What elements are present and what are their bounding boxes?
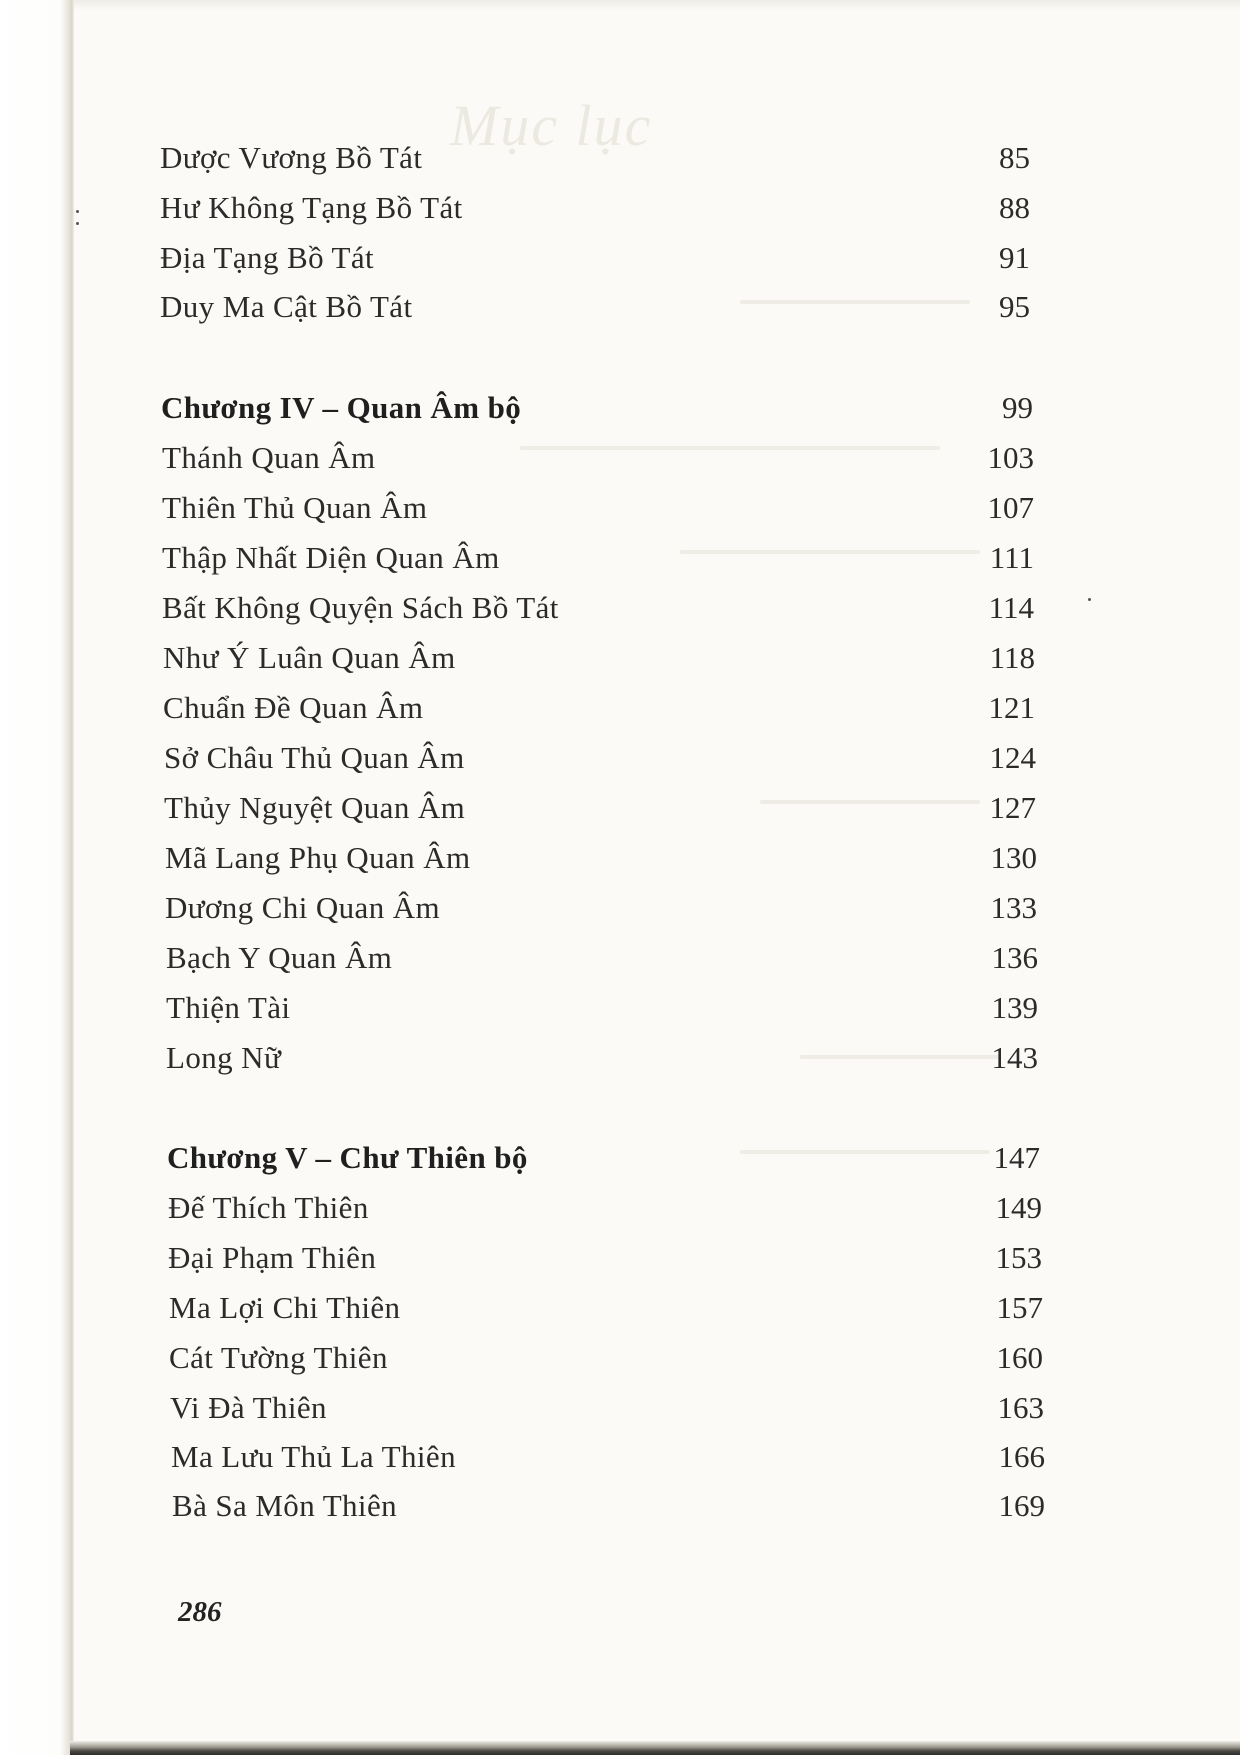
chapter-title: Chương IV – Quan Âm bộ	[161, 390, 522, 425]
toc-entry-page: 121	[988, 690, 1035, 725]
toc-entry-page: 91	[999, 240, 1030, 275]
toc-entry	[160, 186, 1030, 230]
toc-entry-title: Cát Tường Thiên	[169, 1340, 388, 1375]
toc-entry-page: 95	[999, 289, 1030, 324]
toc-entry	[160, 236, 1030, 280]
toc-entry-title: Long Nữ	[166, 1040, 282, 1075]
toc-entry	[166, 1036, 1036, 1080]
toc-entry	[160, 136, 1030, 180]
toc-entry-title: Bà Sa Môn Thiên	[172, 1488, 397, 1523]
toc-entry	[168, 1186, 1042, 1230]
chapter-page: 147	[993, 1140, 1040, 1175]
page-number: 286	[178, 1596, 222, 1628]
toc-entry-title: Mã Lang Phụ Quan Âm	[165, 840, 471, 875]
toc-entry	[170, 1386, 1044, 1430]
toc-entry	[163, 686, 1033, 730]
toc-entry	[163, 636, 1033, 680]
toc-entry-page: 88	[999, 190, 1030, 225]
chapter-page: 99	[1002, 390, 1033, 425]
toc-entry	[162, 486, 1032, 530]
toc-entry	[169, 1336, 1043, 1380]
toc-entry-title: Vi Đà Thiên	[170, 1390, 327, 1425]
toc-entry-title: Thiên Thủ Quan Âm	[162, 490, 428, 525]
toc-entry-title: Đại Phạm Thiên	[168, 1240, 377, 1275]
toc-entry-title: Thập Nhất Diện Quan Âm	[162, 540, 500, 575]
toc-entry-title: Bạch Y Quan Âm	[166, 940, 393, 975]
toc-entry	[162, 536, 1032, 580]
toc-entry-page: 124	[989, 740, 1036, 775]
toc-chapter-heading	[167, 1136, 1040, 1180]
chapter-title: Chương V – Chư Thiên bộ	[167, 1140, 528, 1175]
toc-entry-title: Ma Lưu Thủ La Thiên	[171, 1439, 456, 1474]
toc-entry-page: 166	[998, 1439, 1045, 1474]
toc-entry	[160, 285, 1030, 329]
toc-entry	[164, 786, 1034, 830]
toc-entry	[166, 936, 1036, 980]
toc-entry	[165, 886, 1035, 930]
toc-entry-title: Thánh Quan Âm	[162, 440, 376, 475]
toc-entry	[162, 436, 1032, 480]
toc-chapter-heading	[161, 386, 1031, 430]
toc-entry-page: 157	[996, 1290, 1043, 1325]
toc-entry-page: 153	[995, 1240, 1042, 1275]
toc-entry-title: Bất Không Quyện Sách Bồ Tát	[162, 590, 559, 625]
toc-entry-page: 163	[997, 1390, 1044, 1425]
toc-entry-title: Sở Châu Thủ Quan Âm	[164, 740, 465, 775]
toc-entry-page: 111	[989, 540, 1034, 575]
toc-entry	[162, 586, 1032, 630]
show-through-text: Mục lục	[450, 93, 653, 158]
toc-entry	[171, 1435, 1045, 1479]
toc-entry-title: Chuẩn Đề Quan Âm	[163, 690, 424, 725]
toc-entry-title: Thủy Nguyệt Quan Âm	[164, 790, 466, 825]
toc-entry-page: 143	[991, 1040, 1038, 1075]
toc-entry-title: Duy Ma Cật Bồ Tát	[160, 289, 413, 324]
toc-entry-page: 149	[995, 1190, 1042, 1225]
toc-entry-page: 130	[990, 840, 1037, 875]
toc-entry	[172, 1484, 1045, 1528]
toc-entry-page: 114	[988, 590, 1034, 625]
toc-entry-page: 118	[989, 640, 1035, 675]
toc-entry-page: 85	[999, 140, 1030, 175]
toc-entry-title: Dương Chi Quan Âm	[165, 890, 441, 925]
toc-entry-page: 136	[991, 940, 1038, 975]
toc-entry-title: Địa Tạng Bồ Tát	[160, 240, 375, 275]
toc-entry-page: 127	[989, 790, 1036, 825]
toc-entry-page: 133	[990, 890, 1037, 925]
toc-entry-page: 169	[998, 1488, 1045, 1523]
toc-entry-page: 160	[996, 1340, 1043, 1375]
toc-entry	[164, 736, 1034, 780]
toc-entry-page: 103	[987, 440, 1034, 475]
toc-entry-title: Ma Lợi Chi Thiên	[169, 1290, 401, 1325]
toc-entry-title: Như Ý Luân Quan Âm	[163, 640, 456, 675]
toc-entry-page: 107	[987, 490, 1034, 525]
toc-entry	[169, 1286, 1043, 1330]
toc-entry-page: 139	[991, 990, 1038, 1025]
toc-entry-title: Đế Thích Thiên	[168, 1190, 369, 1225]
toc-entry	[165, 836, 1035, 880]
toc-entry	[168, 1236, 1042, 1280]
toc-entry-title: Thiện Tài	[166, 990, 291, 1025]
toc-entry-title: Dược Vương Bồ Tát	[160, 140, 423, 175]
toc-entry	[166, 986, 1036, 1030]
toc-entry-title: Hư Không Tạng Bồ Tát	[160, 190, 463, 225]
